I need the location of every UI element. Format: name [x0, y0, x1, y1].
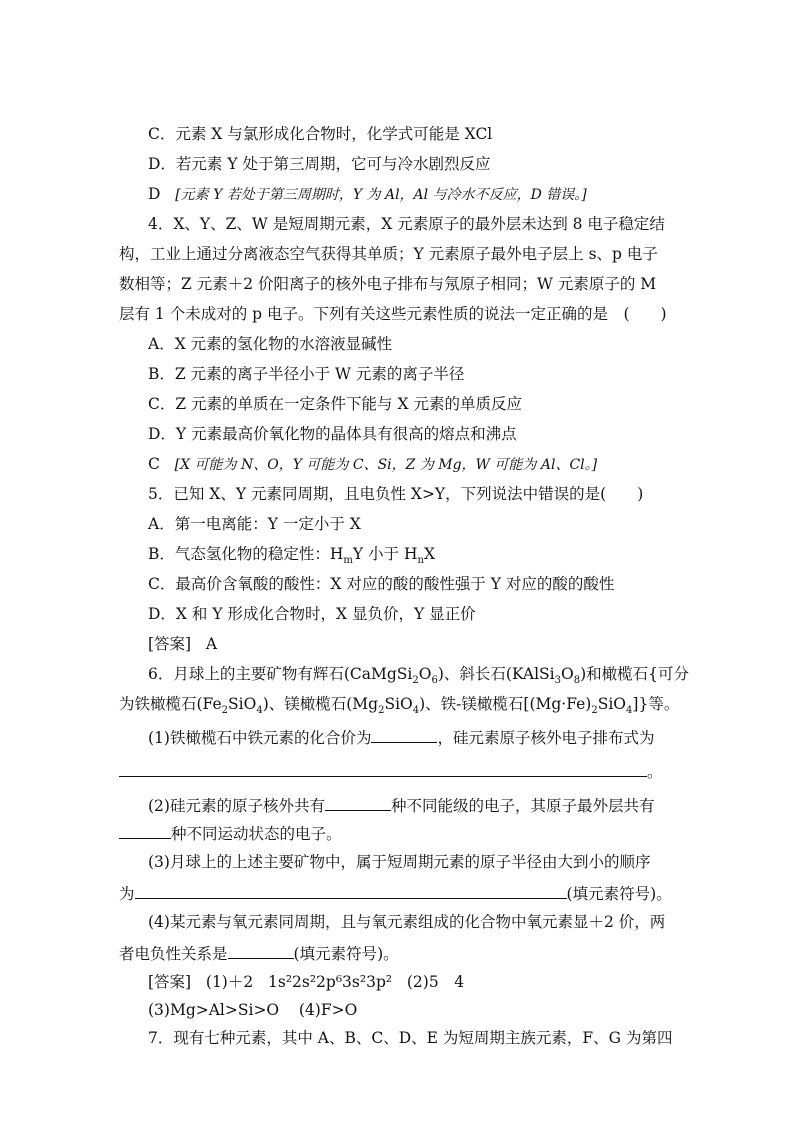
q6-s2-b: 种不同能级的电子，其原子最外层共有	[390, 797, 655, 815]
sub-2: 2	[412, 675, 419, 687]
q5-sub-n: n	[417, 555, 424, 567]
q6-sub-2	[148, 794, 654, 816]
answer-blank[interactable]	[119, 822, 171, 839]
q5-option-a: A．第一电离能：Y 一定小于 X	[148, 515, 361, 533]
q6-sub-4-cont	[119, 942, 399, 964]
q6-stem-line-2	[119, 694, 680, 717]
q6-answer-1: (1)＋2	[205, 973, 254, 991]
q4-stem-line-3: 数相等；Z 元素＋2 价阳离子的核外电子排布与氖原子相同；W 元素原子的 M	[119, 275, 657, 293]
q4-option-b: B．Z 元素的离子半径小于 W 元素的离子半径	[148, 365, 465, 383]
q6-stem-line-1	[148, 664, 690, 687]
q4-option-c: C．Z 元素的单质在一定条件下能与 X 元素的单质反应	[148, 395, 522, 413]
q5-answer	[148, 634, 217, 654]
sub-2: 2	[591, 705, 598, 717]
sub-6: 6	[431, 675, 438, 687]
q6-l1-d: O	[561, 665, 574, 683]
q6-s3-c: (填元素符号)。	[566, 885, 672, 903]
q5-sub-m: m	[343, 555, 353, 567]
q6-s1-b: ，硅元素原子核外电子排布式为	[437, 729, 655, 747]
q6-answer-2: (2)5 4	[406, 973, 465, 991]
q6-sub-2-cont	[119, 822, 342, 844]
q6-s4-c: (填元素符号)。	[293, 945, 399, 963]
q3-answer-letter: D	[148, 185, 161, 203]
q6-l1-a: 6．月球上的主要矿物有辉石(CaMgSi	[148, 665, 413, 683]
sub-3: 3	[554, 675, 562, 687]
q5-answer-value: A	[205, 635, 218, 653]
sub-4: 4	[412, 705, 420, 717]
q5-option-d: D．X 和 Y 形成化合物时，X 显负价，Y 显正价	[148, 605, 476, 623]
q6-sub-1-cont	[119, 760, 663, 782]
q3-answer-note: [元素 Y 若处于第三周期时，Y 为 Al，Al 与冷水不反应，D 错误。]	[175, 187, 587, 203]
q3-option-d: D．若元素 Y 处于第三周期，它可与冷水剧烈反应	[148, 155, 491, 173]
q3-option-c: C．元素 X 与氯形成化合物时，化学式可能是 XCl	[148, 125, 493, 143]
q6-sub-3: (3)月球上的上述主要矿物中，属于短周期元素的原子半径由大到小的顺序	[148, 853, 651, 871]
q6-answer-3: (3)Mg>Al>Si>O	[148, 1001, 280, 1019]
q5-option-b	[148, 544, 436, 567]
q6-s2-c: 种不同运动状态的电子。	[171, 825, 342, 843]
q4-option-a: A．X 元素的氢化物的水溶液显碱性	[148, 335, 393, 353]
q5-option-c: C．最高价含氧酸的酸性：X 对应的酸的酸性强于 Y 对应的酸的酸性	[148, 575, 615, 593]
q6-answer-4: (4)F>O	[298, 1001, 358, 1019]
q6-s1-a: (1)铁橄榄石中铁元素的化合价为	[148, 729, 372, 747]
q6-l2-g: ]}等。	[632, 695, 680, 713]
q5-stem: 5．已知 X、Y 元素同周期，且电负性 X>Y，下列说法中错误的是( )	[148, 485, 644, 503]
q6-s3-b: 为	[119, 885, 135, 903]
q6-l1-c: )、斜长石(KAlSi	[437, 665, 555, 683]
sub-4: 4	[626, 705, 633, 717]
q4-answer-note: [X 可能为 N、O，Y 可能为 C、Si，Z 为 Mg，W 可能为 Al、Cl。]	[174, 457, 598, 473]
q6-l2-a: 为铁橄榄石(Fe	[119, 695, 222, 713]
q6-l2-f: SiO	[597, 695, 627, 713]
answer-blank[interactable]	[119, 760, 647, 777]
q6-s4-b: 者电负性关系是	[119, 945, 228, 963]
q6-answer-cont	[148, 1000, 357, 1020]
q4-stem-line-1: 4．X、Y、Z、W 是短周期元素，X 元素原子的最外层未达到 8 电子稳定结	[148, 215, 665, 233]
q5-option-b-text: B．气态氢化物的稳定性：H	[148, 545, 344, 563]
q6-l2-e: )、铁-镁橄榄石[(Mg·Fe)	[419, 695, 592, 713]
q6-s1-c: 。	[647, 763, 663, 781]
q6-answer-label: [答案]	[148, 973, 192, 991]
q6-l2-b: SiO	[228, 695, 257, 713]
q6-l2-c: )、镁橄榄石(Mg	[262, 695, 379, 713]
q7-stem-line-1: 7．现有七种元素，其中 A、B、C、D、E 为短周期主族元素，F、G 为第四	[148, 1029, 673, 1047]
q4-answer-letter: C	[148, 455, 160, 473]
q6-sub-4: (4)某元素与氧元素同周期，且与氧元素组成的化合物中氧元素显＋2 价，两	[148, 913, 666, 931]
answer-blank[interactable]	[325, 794, 391, 811]
q4-option-d: D．Y 元素最高价氧化物的晶体具有很高的熔点和沸点	[148, 425, 517, 443]
q6-l1-b: O	[418, 665, 432, 683]
q5-option-b-post: X	[423, 545, 436, 563]
q4-stem-line-2: 构，工业上通过分离液态空气获得其单质；Y 元素原子最外电子层上 s、p 电子	[119, 245, 658, 263]
q6-answer-config: 1s²2s²2p⁶3s²3p²	[268, 973, 393, 991]
q6-l1-e: )和橄榄石{可分	[580, 665, 690, 683]
sub-8: 8	[573, 675, 581, 687]
q6-sub-3-cont	[119, 882, 672, 904]
q6-s2-a: (2)硅元素的原子核外共有	[148, 797, 325, 815]
q6-l2-d: SiO	[384, 695, 413, 713]
q5-answer-label: [答案]	[148, 635, 192, 653]
q6-sub-1	[148, 726, 654, 748]
q6-answer	[148, 972, 464, 992]
sub-2: 2	[221, 705, 229, 717]
q4-answer	[148, 454, 597, 475]
answer-blank[interactable]	[228, 942, 294, 959]
q4-stem-line-4: 层有 1 个未成对的 p 电子。下列有关这些元素性质的说法一定正确的是 ( )	[119, 305, 667, 323]
q3-answer	[148, 184, 587, 205]
q5-option-b-mid: Y 小于 H	[352, 545, 418, 563]
answer-blank[interactable]	[135, 882, 567, 899]
sub-2: 2	[378, 705, 385, 717]
sub-4: 4	[256, 705, 263, 717]
answer-blank[interactable]	[371, 726, 437, 743]
